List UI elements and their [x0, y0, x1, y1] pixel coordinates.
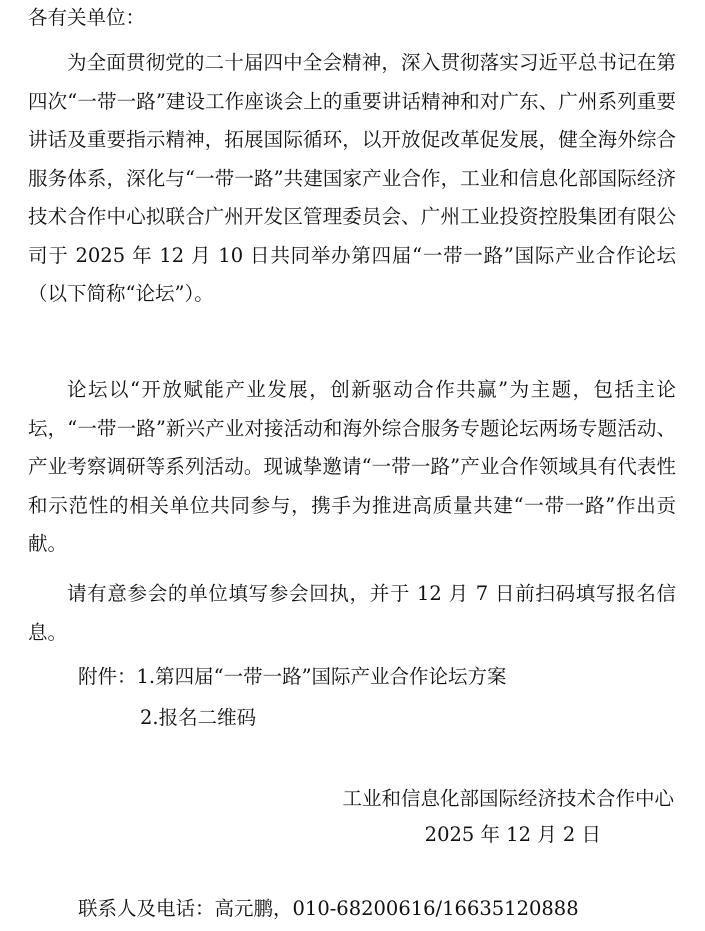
salutation: 各有关单位： [28, 6, 146, 29]
contact-info: 联系人及电话：高元鹏，010-68200616/16635120888 [78, 897, 579, 920]
attachment-2: 2.报名二维码 [140, 706, 257, 729]
attachment-1: 附件：1.第四届“一带一路”国际产业合作论坛方案 [78, 665, 507, 688]
paragraph-intro: 为全面贯彻党的二十届四中全会精神，深入贯彻落实习近平总书记在第四次“一带一路”建设工作座谈会上的重要讲话精神和对广东、广州系列重要讲话及重要指示精神，拓展国际循环，以开放促改革促发展，健全海外综合服务体系，深化与“一带一路”共建国家产业合作，工业和信息化部国际经济技术合作中心拟联合广州开发区管理委员会、广州工业投资控股集团有限公司于 2025 年 12 月 10 日共同举办第四届“一带一路”国际产业合作论坛（以下简称“论坛”）。 [28, 51, 676, 305]
paragraph-forum-theme: 论坛以“开放赋能产业发展，创新驱动合作共赢”为主题，包括主论坛，“一带一路”新兴产业对接活动和海外综合服务专题论坛两场专题活动、产业考察调研等系列活动。现诚挚邀请“一带一路”产业合作领域具有代表性和示范性的相关单位共同参与，携手为推进高质量共建“一带一路”作出贡献。 [28, 378, 676, 555]
signature-organization: 工业和信息化部国际经济技术合作中心 [342, 787, 674, 810]
paragraph-registration: 请有意参会的单位填写参会回执，并于 12 月 7 日前扫码填写报名信息。 [28, 582, 676, 644]
signature-date: 2025 年 12 月 2 日 [424, 823, 601, 846]
